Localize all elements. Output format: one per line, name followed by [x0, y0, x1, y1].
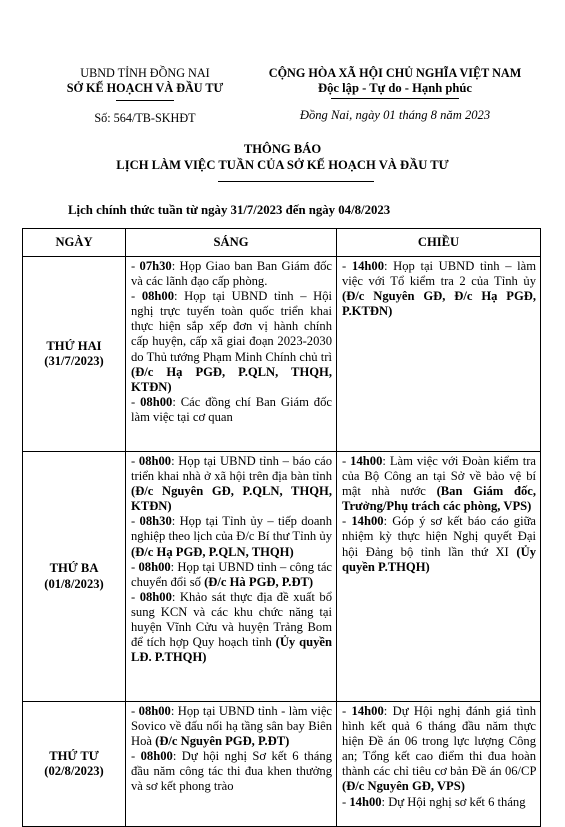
- issue-date: Đồng Nai, ngày 01 tháng 8 năm 2023: [299, 108, 491, 122]
- entry-participants: (Đ/c Nguyên GĐ, Đ/c Hạ PGĐ, P.KTĐN): [342, 289, 536, 319]
- schedule-entry: - 08h00: Họp tại UBND tỉnh – công tác chuyển đổi số (Đ/c Hà PGĐ, P.ĐT): [131, 559, 333, 589]
- entry-text: : Dự Hội nghị đánh giá tình hình kết quả 6 tháng đầu năm thực hiện Đề án 06 trong lực lượng Công an; Tổng kết cao điểm thi đua hoàn thành các chỉ tiêu cơ bản Đề án 06/CP: [342, 704, 536, 779]
- column-header-afternoon: CHIỀU: [337, 229, 541, 257]
- document-number: Số: 564/TB-SKHĐT: [94, 111, 196, 125]
- day-date: (02/8/2023): [44, 764, 104, 778]
- table-row: [23, 257, 541, 452]
- entry-time: 08h00: [138, 454, 172, 468]
- afternoon-cell: [337, 702, 541, 827]
- entry-time: 08h00: [139, 589, 172, 604]
- schedule-entry: - 08h00: Họp tại UBND tỉnh - làm việc Sovico về đấu nối hạ tầng sân bay Biên Hoà (Đ/c Nguyên PGĐ, P.ĐT): [131, 704, 332, 749]
- entry-participants: (Ban Giám đốc, Trưởng/Phụ trách các phòng, VPS): [342, 484, 536, 514]
- schedule-entry: - 14h00: Họp tại UBND tỉnh – làm việc với Tổ kiểm tra 2 của Tỉnh ủy (Đ/c Nguyên GĐ, Đ/c Hạ PGĐ, P.KTĐN): [342, 259, 537, 319]
- schedule-table: [22, 228, 541, 827]
- table-row: [23, 452, 541, 702]
- entry-text: : Họp tại Tỉnh ủy – tiếp doanh nghiệp theo lịch của Đ/c Bí thư Tỉnh ủy: [131, 514, 333, 544]
- column-header-day: NGÀY: [23, 229, 126, 257]
- motto-underline: [331, 98, 459, 99]
- entry-text: : Họp Giao ban Ban Giám đốc và các lãnh đạo cấp phòng.: [131, 259, 332, 289]
- schedule-entry: - 14h00: Làm việc với Đoàn kiểm tra của Bộ Công an tại Sở về bảo vệ bí mật nhà nước (Ban Giám đốc, Trưởng/Phụ trách các phòng, VPS): [342, 454, 536, 514]
- schedule-entry: - 14h00: Dự Hội nghị sơ kết 6 tháng: [342, 794, 526, 809]
- schedule-entry: - 14h00: Góp ý sơ kết báo cáo giữa nhiệm kỳ thực hiện Nghị quyết Đại hội Đảng bộ tỉnh lần thứ XI (Ủy quyền P.THQH): [342, 514, 536, 574]
- entry-text: : Khảo sát thực địa đề xuất bổ sung KCN và các khu chức năng tại huyện Vĩnh Cửu và huyện Trảng Bom để tích hợp Quy hoạch tỉnh: [131, 589, 332, 650]
- entry-time: 14h00: [350, 454, 383, 468]
- schedule-entry: - 08h00: Họp tại UBND tỉnh – báo cáo triển khai nhà ở xã hội trên địa bàn tỉnh (Đ/c Nguyên GĐ, P.QLN, THQH, KTĐN): [131, 454, 333, 514]
- entry-text: : Họp tại UBND tỉnh – công tác chuyển đổi số: [131, 559, 333, 589]
- entry-text: : Góp ý sơ kết báo cáo giữa nhiệm kỳ thực hiện Nghị quyết Đại hội Đảng bộ tỉnh lần thứ XI: [342, 514, 536, 559]
- day-date: (01/8/2023): [44, 576, 104, 591]
- entry-participants: (Đ/c Nguyên GĐ, VPS): [342, 779, 465, 794]
- day-name: THỨ HAI: [46, 338, 102, 353]
- schedule-entry: - 08h00: Khảo sát thực địa đề xuất bổ sung KCN và các khu chức năng tại huyện Vĩnh Cửu và huyện Trảng Bom để tích hợp Quy hoạch tỉnh (Ủy quyền LĐ. P.THQH): [131, 589, 333, 665]
- morning-cell: [126, 452, 337, 702]
- entry-text: : Dự Hội nghị sơ kết 6 tháng: [381, 794, 526, 809]
- morning-cell: [126, 702, 337, 827]
- issuer-block: [60, 66, 230, 126]
- entry-text: : Làm việc với Đoàn kiểm tra của Bộ Công an tại Sở về bảo vệ bí mật nhà nước: [342, 454, 536, 499]
- column-header-morning: SÁNG: [126, 229, 337, 257]
- entry-text: : Họp tại UBND tỉnh – Hội nghị trực tuyến toàn quốc triển khai thực hiện sắp xếp đơn vị hành chính cấp huyện, cấp xã giai đoạn 2023-2030 do Thủ tướng Phạm Minh Chính chủ trì: [131, 289, 332, 364]
- entry-participants: (Đ/c Hạ PGĐ, P.QLN, THQH): [131, 544, 294, 559]
- entry-time: 14h00: [351, 704, 384, 718]
- entry-participants: (Đ/c Nguyên GĐ, P.QLN, THQH, KTĐN): [131, 484, 332, 514]
- schedule-entry: - 08h00: Dự hội nghị Sơ kết 6 tháng đầu năm công tác thi đua khen thưởng và sơ kết phong trào: [131, 749, 332, 794]
- table-header-row: [23, 229, 541, 257]
- entry-time: 08h00: [140, 749, 173, 764]
- schedule-entry: - 07h30: Họp Giao ban Ban Giám đốc và các lãnh đạo cấp phòng.: [131, 259, 332, 289]
- entry-time: 08h00: [138, 704, 171, 718]
- entry-participants: (Đ/c Hạ PGĐ, P.QLN, THQH, KTĐN): [131, 364, 332, 394]
- entry-text: : Họp tại UBND tỉnh - làm việc Sovico về đấu nối hạ tầng sân bay Biên Hoà: [131, 704, 332, 749]
- entry-time: 08h30: [139, 514, 172, 529]
- morning-cell: [126, 257, 337, 452]
- issuer-authority: UBND TỈNH ĐỒNG NAI: [80, 66, 210, 80]
- notice-subtitle: LỊCH LÀM VIỆC TUẦN CỦA SỞ KẾ HOẠCH VÀ ĐẦU TƯ: [116, 158, 449, 172]
- entry-time: 14h00: [351, 259, 385, 273]
- national-heading: [244, 66, 546, 123]
- day-cell: [23, 257, 126, 452]
- table-row: [23, 702, 541, 827]
- afternoon-cell: [337, 257, 541, 452]
- issuer-underline: [116, 100, 174, 101]
- schedule-entry: - 08h00: Họp tại UBND tỉnh – Hội nghị trực tuyến toàn quốc triển khai thực hiện sắp xếp đơn vị hành chính cấp huyện, cấp xã giai đoạn 2023-2030 do Thủ tướng Phạm Minh Chính chủ trì (Đ/c Hạ PGĐ, P.QLN, THQH, KTĐN): [131, 289, 332, 394]
- schedule-entry: - 08h00: Các đồng chí Ban Giám đốc làm việc tại cơ quan: [131, 394, 332, 424]
- notice-title: THÔNG BÁO: [243, 142, 322, 156]
- schedule-period: Lịch chính thức tuần từ ngày 31/7/2023 đến ngày 04/8/2023: [68, 203, 391, 217]
- entry-time: 08h00: [140, 394, 173, 409]
- afternoon-cell: [337, 452, 541, 702]
- entry-time: 08h00: [138, 559, 171, 574]
- day-cell: [23, 452, 126, 702]
- entry-time: 07h30: [139, 259, 172, 273]
- entry-participants: (Ủy quyền LĐ. P.THQH): [131, 635, 333, 665]
- entry-time: 14h00: [351, 514, 384, 529]
- national-motto: Độc lập - Tự do - Hạnh phúc: [318, 81, 472, 95]
- entry-participants: (Đ/c Hà PGĐ, P.ĐT): [204, 574, 314, 589]
- day-name: THỨ BA: [49, 561, 99, 576]
- title-underline: [218, 181, 374, 182]
- entry-text: : Các đồng chí Ban Giám đốc làm việc tại cơ quan: [131, 394, 332, 424]
- nation-name: CỘNG HÒA XÃ HỘI CHỦ NGHĨA VIỆT NAM: [268, 66, 522, 80]
- entry-text: : Họp tại UBND tỉnh – làm việc với Tổ kiểm tra 2 của Tỉnh ủy: [342, 259, 537, 289]
- entry-text: : Họp tại UBND tỉnh – báo cáo triển khai nhà ở xã hội trên địa bàn tỉnh: [131, 454, 333, 484]
- issuer-department: SỞ KẾ HOẠCH VÀ ĐẦU TƯ: [66, 81, 224, 95]
- day-name: THỨ TƯ: [49, 748, 99, 763]
- schedule-entry: - 14h00: Dự Hội nghị đánh giá tình hình kết quả 6 tháng đầu năm thực hiện Đề án 06 trong lực lượng Công an; Tổng kết cao điểm thi đua hoàn thành các chỉ tiêu cơ bản Đề án 06/CP (Đ/c Nguyên GĐ, VPS): [342, 704, 536, 794]
- entry-participants: (Đ/c Nguyên PGĐ, P.ĐT): [155, 734, 290, 749]
- day-cell: [23, 702, 126, 827]
- entry-text: : Dự hội nghị Sơ kết 6 tháng đầu năm công tác thi đua khen thưởng và sơ kết phong trào: [131, 749, 332, 794]
- entry-time: 08h00: [141, 289, 175, 304]
- schedule-entry: - 08h30: Họp tại Tỉnh ủy – tiếp doanh nghiệp theo lịch của Đ/c Bí thư Tỉnh ủy (Đ/c Hạ PGĐ, P.QLN, THQH): [131, 514, 333, 559]
- entry-time: 14h00: [349, 794, 382, 809]
- entry-participants: (Ủy quyền P.THQH): [342, 544, 536, 574]
- day-date: (31/7/2023): [44, 354, 104, 368]
